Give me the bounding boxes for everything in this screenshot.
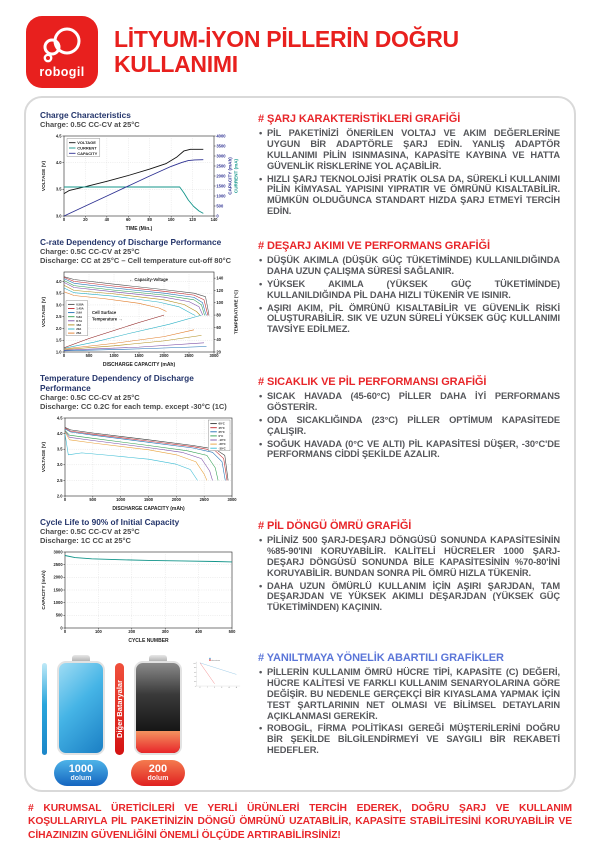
svg-text:140: 140	[216, 275, 224, 281]
svg-text:-20°C: -20°C	[218, 442, 226, 447]
svg-text:8.7A: 8.7A	[76, 318, 83, 323]
svg-text:2500: 2500	[53, 562, 63, 568]
bullet-item: • PİLLERİN KULLANIM ÖMRÜ HÜCRE TİPİ, KAPASİTE (C) DEĞERİ, HÜCRE KALİTESİ VE FARKLI KULLANIM SENARYOLARINA GÖRE DEĞİŞİR. BU NEDENLE GERÇEKÇİ BİR KIYASLAMA YAPMAK İÇİN TEST ŞARTLARININ NET OLMASI VE BİLİMSEL DETAYLARIN AÇIKLANMASI GEREKİR.	[258, 667, 560, 721]
svg-text:500: 500	[228, 629, 236, 635]
svg-text:Temperature →: Temperature →	[92, 316, 123, 322]
svg-text:-10°C: -10°C	[218, 438, 226, 443]
low-charge-band	[136, 731, 180, 753]
chart-subtitle: Charge: 0.5C CC-CV at 25°C	[40, 527, 140, 536]
bullet-list	[258, 391, 560, 460]
svg-text:1500: 1500	[216, 183, 226, 189]
chart-subtitle: Discharge: CC at 25°C – Cell temperature cut-off 80°C	[40, 256, 232, 265]
svg-text:0: 0	[194, 686, 196, 688]
svg-text:2000: 2000	[53, 574, 63, 580]
svg-text:0: 0	[62, 353, 66, 359]
logo-bubbles-icon	[39, 26, 85, 64]
chart-block-cycle-life	[32, 513, 242, 643]
blue-battery-bar	[42, 663, 47, 755]
svg-text:3.5: 3.5	[55, 186, 62, 192]
svg-text:500: 500	[85, 353, 93, 359]
chart-block-temperature-discharge	[32, 369, 242, 511]
svg-text:4.5: 4.5	[55, 133, 62, 139]
svg-text:400: 400	[195, 629, 203, 635]
temperature-discharge-chart	[40, 413, 240, 511]
svg-text:120: 120	[189, 217, 196, 223]
svg-text:4.5: 4.5	[56, 415, 63, 421]
svg-text:40: 40	[194, 677, 196, 679]
bullet-item: • PİLİNİZ 500 ŞARJ-DEŞARJ DÖNGÜSÜ SONUNDA KAPASİTESİNİN %85-90'INI KORUYABİLİR. KALİTELİ HÜCRELER 1000 ŞARJ-DEŞARJ DÖNGÜSÜ SONUNDA BİLE KAPASİTESİNİN %70-80'İNİ KORUYABİLİR. BUNDAN SONRA PİL ÖMRÜ HIZLA TÜKENİR.	[258, 535, 560, 579]
svg-text:140: 140	[210, 217, 218, 223]
svg-text:40: 40	[104, 217, 110, 223]
svg-text:2500: 2500	[199, 497, 209, 503]
svg-text:1000: 1000	[109, 353, 119, 359]
chart-title: Charge Characteristics	[40, 110, 131, 120]
svg-text:100: 100	[167, 217, 175, 223]
svg-text:3.5: 3.5	[55, 290, 62, 296]
svg-text:0.58A: 0.58A	[76, 302, 84, 307]
svg-text:100: 100	[94, 629, 102, 635]
section-heading: # PİL DÖNGÜ ÖMRÜ GRAFİĞİ	[258, 520, 412, 532]
svg-text:80: 80	[194, 667, 196, 669]
svg-text:VOLTAGE: VOLTAGE	[77, 140, 96, 146]
svg-text:2500: 2500	[216, 163, 226, 169]
charge-unit: dolum	[70, 775, 92, 782]
svg-text:← Capacity-Voltage: ← Capacity-Voltage	[129, 276, 169, 282]
bullet-list	[258, 667, 560, 756]
battery-body-full	[57, 661, 105, 755]
svg-text:0: 0	[63, 629, 67, 635]
bullet-list	[258, 535, 560, 613]
section-heading: # SICAKLIK VE PİL PERFORMANSI GRAFİĞİ	[258, 376, 487, 388]
svg-text:2000: 2000	[216, 173, 226, 179]
cycle-life-chart	[40, 547, 240, 643]
svg-text:VOLTAGE (V): VOLTAGE (V)	[41, 441, 47, 473]
chart-block-charge-characteristics	[32, 106, 242, 231]
other-batteries-ribbon	[115, 663, 124, 755]
svg-text:10: 10	[228, 687, 230, 689]
svg-text:500: 500	[216, 203, 224, 209]
battery-body-low	[134, 661, 182, 755]
capacity-decline-mini-chart	[192, 657, 242, 690]
battery-comparison-graphic	[32, 645, 242, 786]
bullet-item: • DAHA UZUN ÖMÜRLÜ KULLANIM İÇİN AŞIRI ŞARJDAN, TAM DEŞARJDAN VE YÜKSEK AKIMLI DEŞARJDAN (YÜKSEK GÜÇ TÜKETİMİNDEN) KAÇININ.	[258, 581, 560, 614]
charge-characteristics-chart	[40, 131, 240, 231]
svg-text:2.0: 2.0	[55, 325, 62, 331]
svg-text:500: 500	[55, 612, 63, 618]
crate-discharge-chart	[40, 267, 240, 367]
chart-block-crate-discharge	[32, 233, 242, 367]
bullet-item: • HIZLI ŞARJ TEKNOLOJİSİ PRATİK OLSA DA, SÜREKLİ KULLANIMI PİLİN KİMYASAL YAPISINI YIPRATIR VE ÖMRÜNÜ KISALTABİLİR. MÜMKÜN OLDUĞUNCA STANDART HIZDA ŞARJ ETMEYİ TERCİH EDİN.	[258, 174, 560, 218]
chart-subtitle: Charge: 0.5C CC-CV at 25°C	[40, 247, 140, 256]
svg-text:6: 6	[214, 687, 215, 689]
svg-text:40: 40	[216, 337, 221, 343]
bullet-item: • DÜŞÜK AKIMLA (DÜŞÜK GÜÇ TÜKETİMİNDE) KULLANILDIĞINDA DAHA UZUN ÇALIŞMA SÜRESİ SAĞLANIR.	[258, 255, 560, 277]
svg-text:DISCHARGE CAPACITY (mAh): DISCHARGE CAPACITY (mAh)	[112, 505, 185, 511]
svg-text:120: 120	[216, 287, 224, 293]
svg-text:CAPACITY: CAPACITY	[77, 150, 98, 156]
logo-wordmark: robogil	[39, 64, 85, 79]
section-heading: # DEŞARJ AKIMI VE PERFORMANS GRAFİĞİ	[258, 240, 490, 252]
svg-text:15A: 15A	[76, 322, 82, 327]
svg-text:TEMPERATURE (°C): TEMPERATURE (°C)	[233, 289, 239, 335]
svg-text:CAPACITY (mAh): CAPACITY (mAh)	[41, 570, 47, 610]
svg-text:0: 0	[216, 213, 219, 219]
svg-text:60: 60	[194, 672, 196, 674]
svg-text:Cell Surface: Cell Surface	[92, 309, 117, 315]
svg-text:TIME (Min.): TIME (Min.)	[125, 225, 153, 231]
bullet-item: • ODA SICAKLIĞINDA (23°C) PİLLER OPTİMUM KAPASİTEDE ÇALIŞIR.	[258, 415, 560, 437]
svg-text:80: 80	[216, 312, 221, 318]
svg-text:0: 0	[63, 497, 67, 503]
svg-text:1000: 1000	[53, 600, 63, 606]
svg-text:3000: 3000	[216, 153, 226, 159]
svg-text:8: 8	[221, 687, 223, 689]
svg-text:0: 0	[60, 625, 63, 631]
bullet-item: • ROBOGİL, FİRMA POLİTİKASI GEREĞİ MÜŞTERİLERİNİ DOĞRU BİR ŞEKİLDE BİLGİLENDİRMEYİ VE SAYGILI BİR REKABETİ HEDEFLER.	[258, 723, 560, 756]
svg-text:Diğer Bataryalar: Diğer Bataryalar	[211, 660, 220, 662]
svg-text:2.0: 2.0	[56, 493, 63, 499]
svg-text:2.5: 2.5	[55, 314, 62, 320]
svg-text:2.5: 2.5	[56, 477, 63, 483]
svg-text:2500: 2500	[184, 353, 194, 359]
page-header	[0, 0, 600, 96]
page-title-line2: KULLANIMI	[114, 51, 238, 77]
svg-text:80: 80	[147, 217, 152, 223]
chart-subtitle: Discharge: CC 0.2C for each temp. except -30°C (1C)	[40, 402, 227, 411]
other-battery	[131, 655, 185, 786]
section-abartili-grafikler	[248, 645, 566, 786]
chart-title: C-rate Dependency of Discharge Performance	[40, 237, 222, 247]
svg-text:1500: 1500	[53, 587, 63, 593]
other-battery-label	[131, 760, 185, 786]
svg-text:300: 300	[161, 629, 169, 635]
charge-unit: dolum	[147, 775, 169, 782]
svg-text:3500: 3500	[216, 143, 226, 149]
svg-text:-30°C: -30°C	[218, 446, 226, 451]
section-sarj-karakteristikleri	[248, 106, 566, 231]
svg-text:1000: 1000	[216, 193, 226, 199]
svg-text:CURRENT: CURRENT	[77, 145, 97, 151]
bullet-item: • AŞIRI AKIM, PİL ÖMRÜNÜ KISALTABİLİR VE GÜVENLİK RİSKİ OLUŞTURABİLİR. SIK VE UZUN SÜRELİ YÜKSEK GÜÇ KULLANIMI TAVSİYE EDİLMEZ.	[258, 303, 560, 336]
section-heading: # ŞARJ KARAKTERİSTİKLERİ GRAFİĞİ	[258, 113, 461, 125]
svg-text:3000: 3000	[53, 549, 63, 555]
svg-text:1.0: 1.0	[55, 349, 62, 355]
svg-text:CAPACITY (mAh): CAPACITY (mAh)	[227, 157, 233, 195]
bullet-item: • SOĞUK HAVADA (0°C VE ALTI) PİL KAPASİTESİ DÜŞER, -30°C'DE PERFORMANS CİDDİ ŞEKİLDE AZALIR.	[258, 439, 560, 461]
svg-text:60: 60	[216, 324, 221, 330]
chart-subtitle: Charge: 0.5C CC-CV at 25°C	[40, 393, 140, 402]
robogil-logo	[26, 16, 98, 88]
section-heading: # YANILTMAYA YÖNELİK ABARTILI GRAFİKLER	[258, 652, 504, 664]
section-dongu-omru	[248, 513, 566, 643]
footer-note: # KURUMSAL ÜRETİCİLERİ VE YERLİ ÜRÜNLERİ TERCİH EDEREK, DOĞRU ŞARJ VE KULLANIM KOŞULLARIYLA PİL PAKETİNİZİN DÖNGÜ ÖMRÜNÜ UZATABİLİR, KAPASİTE STABİLİTESİNİ KORUYABİLİR VE CİHAZINIZIN GÜVENLİĞİNİ ÖNEMLİ ÖLÇÜDE ARTIRABİLİRSİNİZ!	[28, 803, 572, 841]
good-battery	[54, 655, 108, 786]
bullet-item: • YÜKSEK AKIMLA (YÜKSEK GÜÇ TÜKETİMİNDE) KULLANILDIĞINDA PİL DAHA HIZLI TÜKENİR VE ISINIR.	[258, 279, 560, 301]
svg-text:1.5: 1.5	[55, 337, 62, 343]
bullet-list	[258, 128, 560, 217]
svg-text:100: 100	[193, 663, 196, 665]
svg-text:3.0: 3.0	[55, 213, 62, 219]
svg-text:0°C: 0°C	[218, 433, 224, 438]
svg-text:2: 2	[199, 687, 201, 689]
svg-text:VOLTAGE (V): VOLTAGE (V)	[41, 296, 47, 328]
svg-text:4.0: 4.0	[55, 160, 62, 166]
svg-text:DISCHARGE CAPACITY (mAh): DISCHARGE CAPACITY (mAh)	[102, 361, 176, 367]
svg-text:CYCLE NUMBER: CYCLE NUMBER	[128, 637, 169, 643]
chart-title: Temperature Dependency of Discharge Performance	[40, 373, 194, 393]
svg-text:3.0: 3.0	[56, 462, 63, 468]
chart-subtitle: Charge: 0.5C CC-CV at 25°C	[40, 120, 140, 129]
good-battery-label	[54, 760, 108, 786]
svg-text:20: 20	[216, 349, 221, 355]
section-sicaklik-performans	[248, 369, 566, 511]
bullet-item: • PİL PAKETİNİZİ ÖNERİLEN VOLTAJ VE AKIM DEĞERLERİNE UYGUN BİR ADAPTÖRLE ŞARJ EDİN. YANLIŞ ADAPTÖR KULLANIMI PİLİN ISINMASINA, KAPASİTE KAYBINA VE HATTA GÜVENLİK RİSKLERİNE YOL AÇABİLİR.	[258, 128, 560, 172]
svg-text:2000: 2000	[171, 497, 181, 503]
content-card	[24, 96, 576, 792]
charge-count: 200	[148, 763, 168, 775]
chart-subtitle: Discharge: 1C CC at 25°C	[40, 536, 131, 545]
bullet-item: • SICAK HAVADA (45-60°C) PİLLER DAHA İYİ PERFORMANS GÖSTERİR.	[258, 391, 560, 413]
svg-text:500: 500	[89, 497, 97, 503]
svg-text:60°C: 60°C	[218, 421, 225, 426]
chart-title: Cycle Life to 90% of Initial Capacity	[40, 517, 180, 527]
svg-text:25°C: 25°C	[218, 429, 225, 434]
charge-count: 1000	[68, 763, 94, 775]
svg-text:0: 0	[62, 217, 66, 223]
svg-text:100: 100	[216, 300, 224, 306]
section-desarj-akimi	[248, 233, 566, 367]
svg-text:4.0: 4.0	[55, 278, 62, 284]
svg-text:20: 20	[194, 681, 196, 683]
svg-text:1000: 1000	[116, 497, 126, 503]
svg-text:20A: 20A	[76, 327, 82, 332]
svg-text:CURRENT (mA): CURRENT (mA)	[233, 158, 239, 194]
svg-text:4: 4	[206, 687, 208, 689]
svg-text:4.0: 4.0	[56, 431, 63, 436]
svg-text:1500: 1500	[134, 353, 144, 359]
ribbon-label: Diğer Bataryalar	[114, 680, 124, 738]
svg-text:2.9A: 2.9A	[76, 310, 83, 315]
svg-text:12: 12	[235, 687, 238, 689]
svg-text:60: 60	[126, 217, 131, 223]
svg-text:3000: 3000	[227, 497, 237, 503]
svg-text:5.8A: 5.8A	[76, 314, 83, 319]
svg-text:3.0: 3.0	[55, 302, 62, 308]
svg-text:20: 20	[83, 217, 88, 223]
svg-text:25A: 25A	[76, 331, 82, 336]
svg-text:VOLTAGE (V): VOLTAGE (V)	[41, 160, 47, 192]
svg-text:45°C: 45°C	[218, 425, 225, 430]
svg-text:3.5: 3.5	[56, 446, 63, 452]
svg-text:2000: 2000	[159, 353, 169, 359]
bullet-list	[258, 255, 560, 335]
page-title	[114, 27, 459, 78]
svg-text:200: 200	[128, 629, 136, 635]
svg-text:1.45A: 1.45A	[76, 306, 84, 311]
svg-text:3000: 3000	[209, 353, 219, 359]
page-title-line1: LİTYUM-İYON PİLLERİN DOĞRU	[114, 25, 459, 52]
svg-text:4000: 4000	[216, 133, 226, 139]
svg-text:1500: 1500	[143, 497, 154, 503]
